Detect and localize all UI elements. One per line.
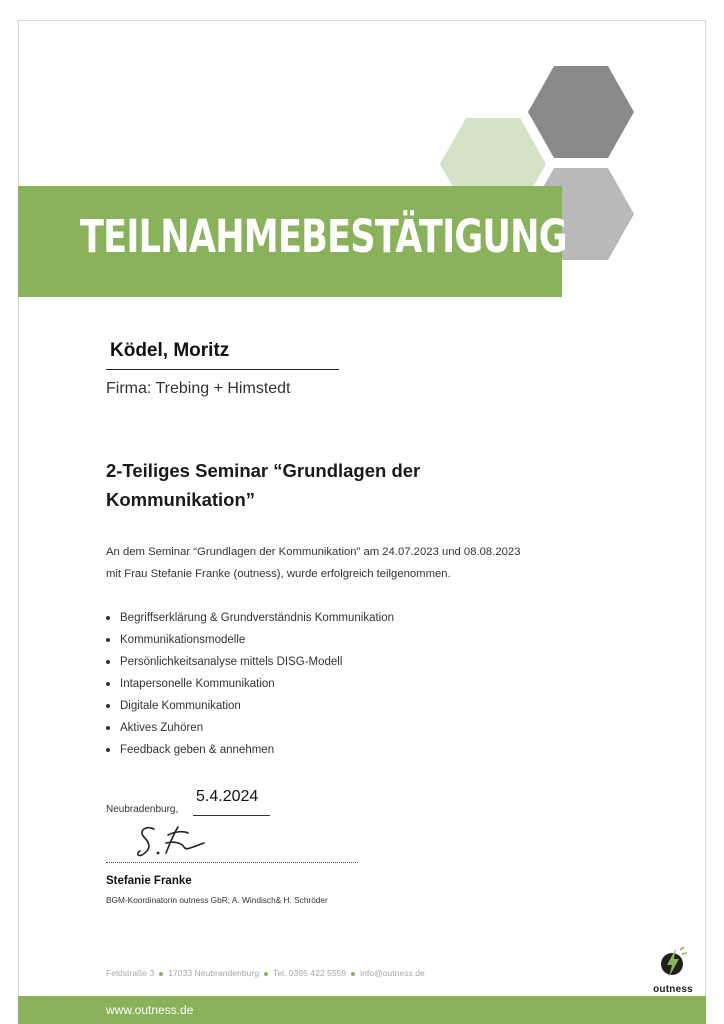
- topic-label: Feedback geben & annehmen: [120, 744, 275, 756]
- list-item: [104, 695, 394, 717]
- footer-url[interactable]: www.outness.de: [106, 1003, 194, 1017]
- topic-label: Intapersonelle Kommunikation: [120, 678, 275, 690]
- footer-address: Feldstraße 3: [106, 968, 155, 978]
- description-line-2: mit Frau Stefanie Franke (outness), wurde erfolgreich teilgenommen.: [106, 568, 451, 580]
- list-item: [104, 607, 394, 629]
- signer-role: BGM-Koordinatorin outness GbR; A. Windisch& H. Schröder: [106, 895, 328, 905]
- bullet-icon: [106, 704, 110, 708]
- list-item: [104, 739, 394, 761]
- topic-label: Persönlichkeitsanalyse mittels DISG-Modell: [120, 656, 343, 668]
- separator-dot: [264, 972, 268, 976]
- seminar-description: [106, 541, 606, 585]
- bullet-icon: [106, 748, 110, 752]
- separator-dot: [351, 972, 355, 976]
- participant-name: Ködel, Moritz: [110, 340, 230, 361]
- topic-label: Aktives Zuhören: [120, 722, 204, 734]
- bullet-icon: [106, 726, 110, 730]
- seminar-title: 2-Teiliges Seminar “Grundlagen der Kommunikation”: [106, 460, 421, 510]
- certificate-title: TEILNAHMEBESTÄTIGUNG: [80, 210, 567, 263]
- name-underline: [106, 369, 339, 370]
- topic-list: [104, 607, 394, 761]
- description-line-1: An dem Seminar “Grundlagen der Kommunikation” am 24.07.2023 und 08.08.2023: [106, 546, 521, 558]
- logo-text: outness: [653, 984, 693, 995]
- topic-label: Kommunikationsmodelle: [120, 634, 246, 646]
- signature-date: 5.4.2024: [196, 788, 259, 805]
- list-item: [104, 651, 394, 673]
- list-item: [104, 629, 394, 651]
- hexagon-dark-gray: [528, 66, 634, 158]
- signature-line: [106, 862, 358, 863]
- footer-phone: Tel. 0395 422 5559: [273, 968, 347, 978]
- topic-label: Digitale Kommunikation: [120, 700, 241, 712]
- handwritten-signature: [132, 823, 210, 861]
- signer-name: Stefanie Franke: [106, 875, 192, 887]
- signature-place: Neubradenburg,: [106, 804, 179, 815]
- outness-logo: [645, 946, 701, 995]
- bullet-icon: [106, 660, 110, 664]
- bullet-icon: [106, 638, 110, 642]
- footer-email[interactable]: info@outness.de: [360, 968, 425, 978]
- footer-contact: [106, 968, 425, 978]
- participant-company: Firma: Trebing + Himstedt: [106, 380, 291, 397]
- date-underline: [193, 815, 270, 816]
- list-item: [104, 673, 394, 695]
- separator-dot: [159, 972, 163, 976]
- topic-label: Begriffserklärung & Grundverständnis Kommunikation: [120, 612, 395, 624]
- bullet-icon: [106, 616, 110, 620]
- bullet-icon: [106, 682, 110, 686]
- footer-city: 17033 Neubrandenburg: [168, 968, 260, 978]
- list-item: [104, 717, 394, 739]
- lightning-bolt-icon: [658, 946, 688, 978]
